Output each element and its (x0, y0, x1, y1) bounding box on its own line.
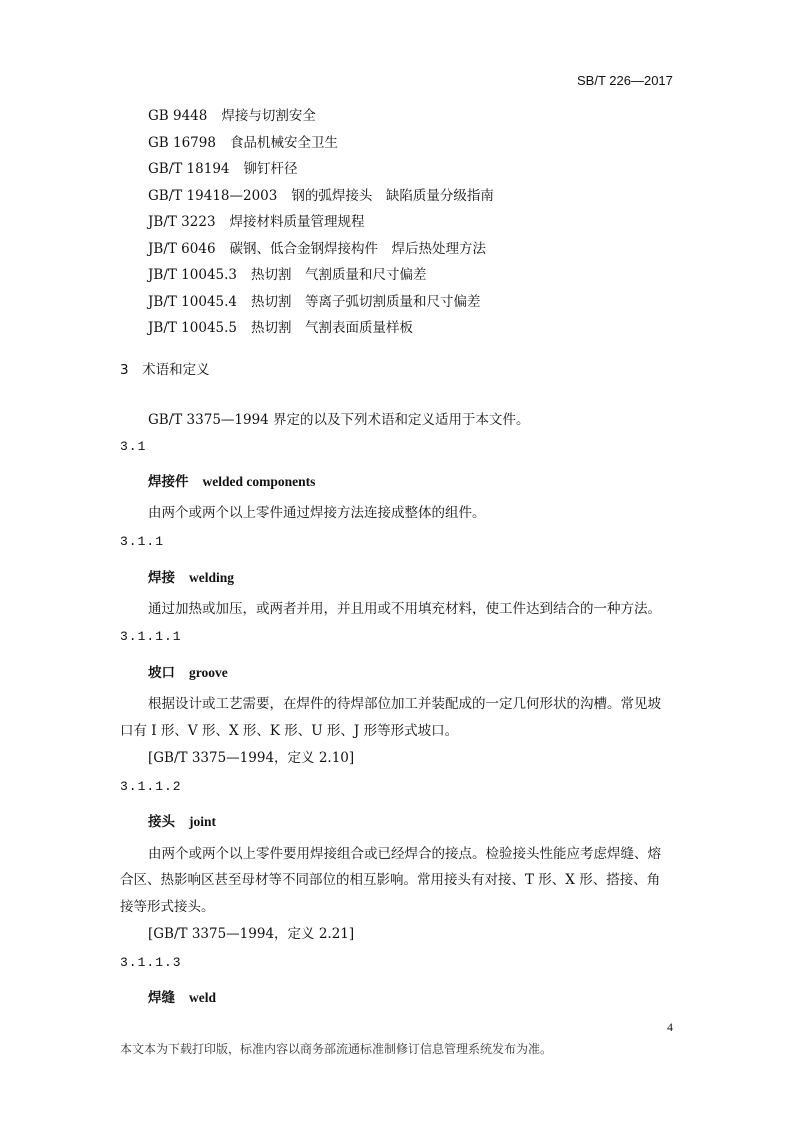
reference-item (148, 210, 365, 230)
reference-title: 碳钢、低合金钢焊接构件 焊后热处理方法 (229, 241, 487, 257)
term-zh: 坡口 (148, 665, 175, 681)
section-heading: 3 术语和定义 (120, 362, 210, 378)
term-definition: 由两个或两个以上零件要用焊接组合或已经焊合的接点。检验接头性能应考虑焊缝、熔 (148, 846, 661, 862)
reference-title: 钢的弧焊接头 缺陷质量分级指南 (291, 188, 494, 204)
reference-code: JB/T 10045.3 (148, 267, 238, 283)
reference-item (148, 104, 316, 124)
reference-title: 热切割 气割质量和尺寸偏差 (251, 267, 427, 283)
term-zh: 接头 (148, 814, 175, 830)
term-zh: 焊接 (148, 570, 175, 586)
term-definition: 接等形式接头。 (120, 899, 215, 915)
term-title (148, 810, 216, 830)
reference-code: JB/T 10045.4 (148, 294, 238, 310)
reference-code: GB/T 19418—2003 (148, 188, 278, 204)
reference-item (148, 131, 338, 151)
reference-title: 焊接与切割安全 (221, 108, 316, 124)
reference-code: JB/T 10045.5 (148, 320, 238, 336)
reference-item (148, 263, 427, 283)
term-citation: [GB/T 3375—1994，定义 2.21] (148, 926, 355, 942)
term-title (148, 661, 228, 681)
term-definition: 由两个或两个以上零件通过焊接方法连接成整体的组件。 (148, 505, 486, 521)
term-zh: 焊缝 (148, 990, 175, 1006)
term-number: 3.1.1.1 (120, 629, 182, 644)
term-title (148, 470, 315, 490)
term-number: 3.1.1.3 (120, 955, 182, 970)
term-title (148, 566, 234, 586)
reference-code: JB/T 6046 (148, 241, 216, 257)
page-number: 4 (667, 1020, 673, 1034)
term-en: joint (189, 814, 216, 829)
reference-code: JB/T 3223 (148, 214, 216, 230)
reference-code: GB 16798 (148, 135, 216, 151)
term-en: groove (189, 665, 228, 680)
term-number: 3.1 (120, 439, 147, 454)
reference-title: 热切割 等离子弧切割质量和尺寸偏差 (251, 294, 481, 310)
term-number: 3.1.1 (120, 534, 165, 549)
term-title (148, 986, 216, 1006)
term-en: welding (189, 570, 235, 585)
footer-notice: 本文本为下载打印版，标准内容以商务部流通标准制修订信息管理系统发布为准。 (120, 1042, 553, 1056)
reference-code: GB 9448 (148, 108, 208, 124)
reference-item (148, 184, 494, 204)
reference-item (148, 316, 413, 336)
section-intro: GB/T 3375—1994 界定的以及下列术语和定义适用于本文件。 (148, 412, 530, 428)
term-zh: 焊接件 (148, 474, 189, 490)
term-en: weld (189, 990, 216, 1005)
reference-code: GB/T 18194 (148, 161, 230, 177)
reference-item (148, 237, 486, 257)
term-en: welded components (202, 474, 316, 489)
term-definition: 口有 I 形、V 形、X 形、K 形、U 形、J 形等形式坡口。 (120, 723, 459, 739)
document-id: SB/T 226—2017 (577, 73, 673, 88)
reference-title: 铆钉杆径 (243, 161, 298, 177)
term-definition: 合区、热影响区甚至母材等不同部位的相互影响。常用接头有对接、T 形、X 形、搭接、角 (120, 872, 661, 888)
term-definition: 通过加热或加压，或两者并用，并且用或不用填充材料，使工件达到结合的一种方法。 (148, 601, 661, 617)
term-citation: [GB/T 3375—1994，定义 2.10] (148, 750, 355, 766)
reference-title: 热切割 气割表面质量样板 (251, 320, 414, 336)
reference-title: 食品机械安全卫生 (229, 135, 338, 151)
reference-title: 焊接材料质量管理规程 (229, 214, 365, 230)
reference-item (148, 157, 298, 177)
term-definition: 根据设计或工艺需要，在焊件的待焊部位加工并装配成的一定几何形状的沟槽。常见坡 (148, 696, 661, 712)
term-number: 3.1.1.2 (120, 779, 182, 794)
reference-item (148, 290, 481, 310)
